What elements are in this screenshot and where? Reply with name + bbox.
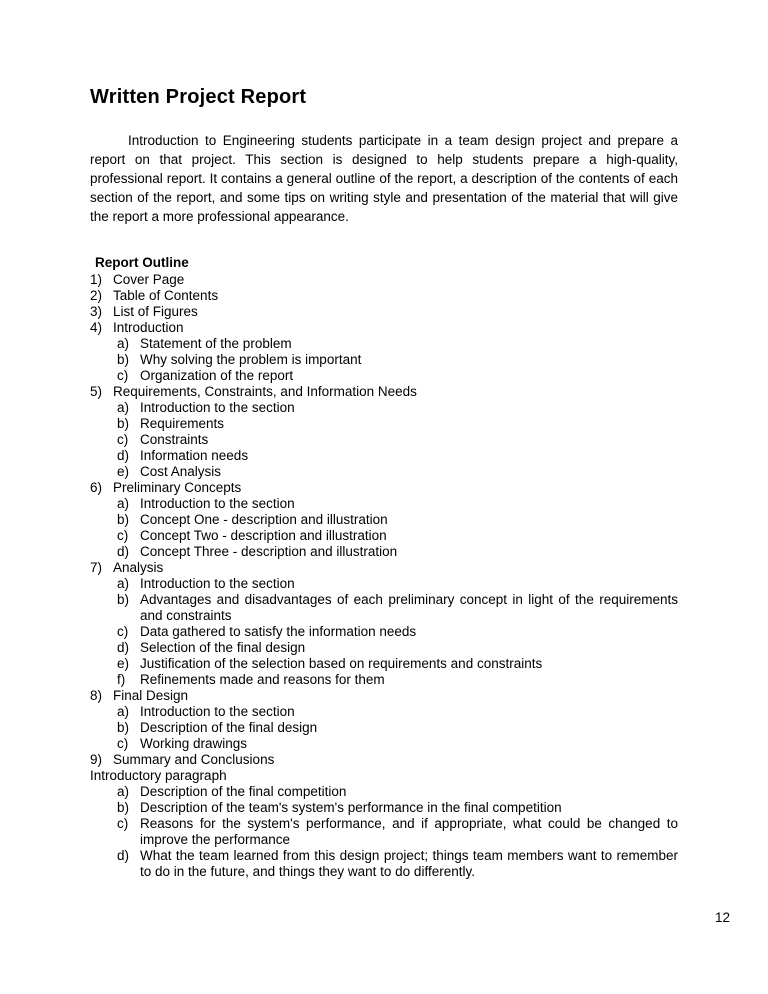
outline-subitem-text: Refinements made and reasons for them [140, 672, 385, 687]
outline-item-text: Analysis [113, 560, 164, 575]
outline-item [90, 272, 678, 288]
intro-paragraph: Introduction to Engineering students participate in a team design project and prepare a report on that project. This section is designed to help students prepare a high-quality, professional report. It contains a general outline of the report, a description of the contents of each section of the report, and some tips on writing style and presentation of the material that will give the report a more professional appearance. [90, 133, 678, 224]
outline-subitem [117, 496, 678, 512]
outline-subitem-text: Introduction to the section [140, 496, 295, 511]
outline-subitem-text: Why solving the problem is important [140, 352, 362, 367]
outline-subitem [117, 624, 678, 640]
outline-subitem-text: Justification of the selection based on requirements and constraints [140, 656, 543, 671]
outline-subitem-text: Requirements [140, 416, 225, 431]
outline-heading: Report Outline [95, 255, 189, 270]
outline-subitem-text: Data gathered to satisfy the information needs [140, 624, 417, 639]
outline-item-number: 5) [90, 384, 103, 399]
outline-subitem-letter: b) [117, 352, 130, 367]
outline-item-text: Preliminary Concepts [113, 480, 242, 495]
outline-subitem [117, 432, 678, 448]
outline-subitem-letter: b) [117, 800, 130, 815]
outline-subitem-letter: a) [117, 784, 130, 799]
outline-subitem-text: Information needs [140, 448, 249, 463]
outline-item [90, 320, 678, 336]
outline-item [90, 384, 678, 400]
outline-subitem-letter: a) [117, 400, 130, 415]
outline-subitem-letter: a) [117, 576, 130, 591]
outline-item-number: 8) [90, 688, 103, 703]
outline-item-number: 7) [90, 560, 103, 575]
outline-item-text: Cover Page [113, 272, 185, 287]
outline-subitem [117, 704, 678, 720]
outline-item [90, 304, 678, 320]
outline-subitem-text: Concept Two - description and illustration [140, 528, 387, 543]
outline-subitem-text: Introduction to the section [140, 400, 295, 415]
outline-subitem [117, 800, 678, 816]
outline-subitem-text: Description of the team's system's performance in the final competition [140, 800, 562, 815]
outline-subitem-letter: b) [117, 512, 130, 527]
outline-subitem-letter: c) [117, 528, 129, 543]
outline-subitem [117, 640, 678, 656]
outline-subitem-text: What the team learned from this design project; things team members want to remember to do in the future, and things they want to do differently. [140, 848, 678, 879]
outline-subitem-text: Organization of the report [140, 368, 294, 383]
outline-item-text: List of Figures [113, 304, 198, 319]
outline-subitem-letter: a) [117, 496, 130, 511]
outline-subitem-letter: d) [117, 544, 130, 559]
outline-subitem-letter: c) [117, 368, 129, 383]
outline-subitem [117, 656, 678, 672]
outline-subitem-text: Statement of the problem [140, 336, 292, 351]
outline-item-text: Introductory paragraph [90, 768, 227, 783]
outline-subitem [117, 544, 678, 560]
document-content [90, 86, 678, 880]
outline-subitem-letter: c) [117, 624, 129, 639]
outline-item-number: 9) [90, 752, 103, 767]
outline-item [90, 768, 678, 784]
outline-subitem-letter: f) [117, 672, 126, 687]
page-number: 12 [714, 910, 730, 925]
report-outline [90, 272, 678, 880]
outline-subitem [117, 720, 678, 736]
outline-subitem [117, 336, 678, 352]
outline-subitem [117, 576, 678, 592]
outline-subitem-text: Reasons for the system's performance, and if appropriate, what could be changed to improve the performance [140, 816, 678, 847]
outline-subitem [117, 464, 678, 480]
outline-subitem-letter: c) [117, 432, 129, 447]
outline-item-text: Requirements, Constraints, and Information Needs [113, 384, 417, 399]
page-title: Written Project Report [90, 86, 307, 108]
outline-item [90, 560, 678, 576]
outline-subitem-text: Description of the final competition [140, 784, 347, 799]
outline-subitem-text: Constraints [140, 432, 209, 447]
outline-subitem-letter: d) [117, 848, 130, 863]
outline-subitem-letter: c) [117, 736, 129, 751]
outline-item-text: Final Design [113, 688, 189, 703]
outline-subitem-text: Advantages and disadvantages of each preliminary concept in light of the requirements and constraints [140, 592, 678, 623]
outline-subitem [117, 416, 678, 432]
outline-item [90, 752, 678, 768]
outline-subitem-letter: e) [117, 464, 130, 479]
outline-item-text: Introduction [113, 320, 184, 335]
outline-subitem [117, 672, 678, 688]
outline-item-text: Summary and Conclusions [113, 752, 275, 767]
outline-subitem [117, 400, 678, 416]
outline-subitem [117, 784, 678, 800]
outline-subitem [117, 848, 678, 880]
outline-item [90, 688, 678, 704]
outline-item [90, 480, 678, 496]
outline-item-number: 2) [90, 288, 103, 303]
outline-subitem-text: Introduction to the section [140, 576, 295, 591]
outline-subitem [117, 528, 678, 544]
outline-subitem [117, 592, 678, 624]
outline-subitem-text: Concept Three - description and illustration [140, 544, 398, 559]
outline-item-number: 6) [90, 480, 103, 495]
outline-subitem [117, 736, 678, 752]
outline-subitem-letter: d) [117, 448, 130, 463]
outline-subitem-letter: c) [117, 816, 129, 831]
outline-item [90, 288, 678, 304]
outline-item-number: 3) [90, 304, 103, 319]
outline-subitem-text: Description of the final design [140, 720, 318, 735]
outline-subitem [117, 816, 678, 848]
outline-subitem [117, 448, 678, 464]
outline-subitem-letter: a) [117, 336, 130, 351]
outline-subitem-letter: b) [117, 416, 130, 431]
outline-subitem-letter: d) [117, 640, 130, 655]
outline-subitem-text: Introduction to the section [140, 704, 295, 719]
outline-item-number: 1) [90, 272, 103, 287]
outline-subitem-letter: b) [117, 592, 130, 607]
outline-subitem [117, 368, 678, 384]
outline-subitem-text: Selection of the final design [140, 640, 306, 655]
outline-subitem-text: Working drawings [140, 736, 248, 751]
outline-subitem [117, 512, 678, 528]
outline-subitem-text: Cost Analysis [140, 464, 222, 479]
outline-item-number: 4) [90, 320, 103, 335]
outline-item-text: Table of Contents [113, 288, 219, 303]
outline-subitem-letter: e) [117, 656, 130, 671]
outline-subitem-letter: a) [117, 704, 130, 719]
outline-subitem [117, 352, 678, 368]
outline-subitem-text: Concept One - description and illustration [140, 512, 388, 527]
outline-subitem-letter: b) [117, 720, 130, 735]
